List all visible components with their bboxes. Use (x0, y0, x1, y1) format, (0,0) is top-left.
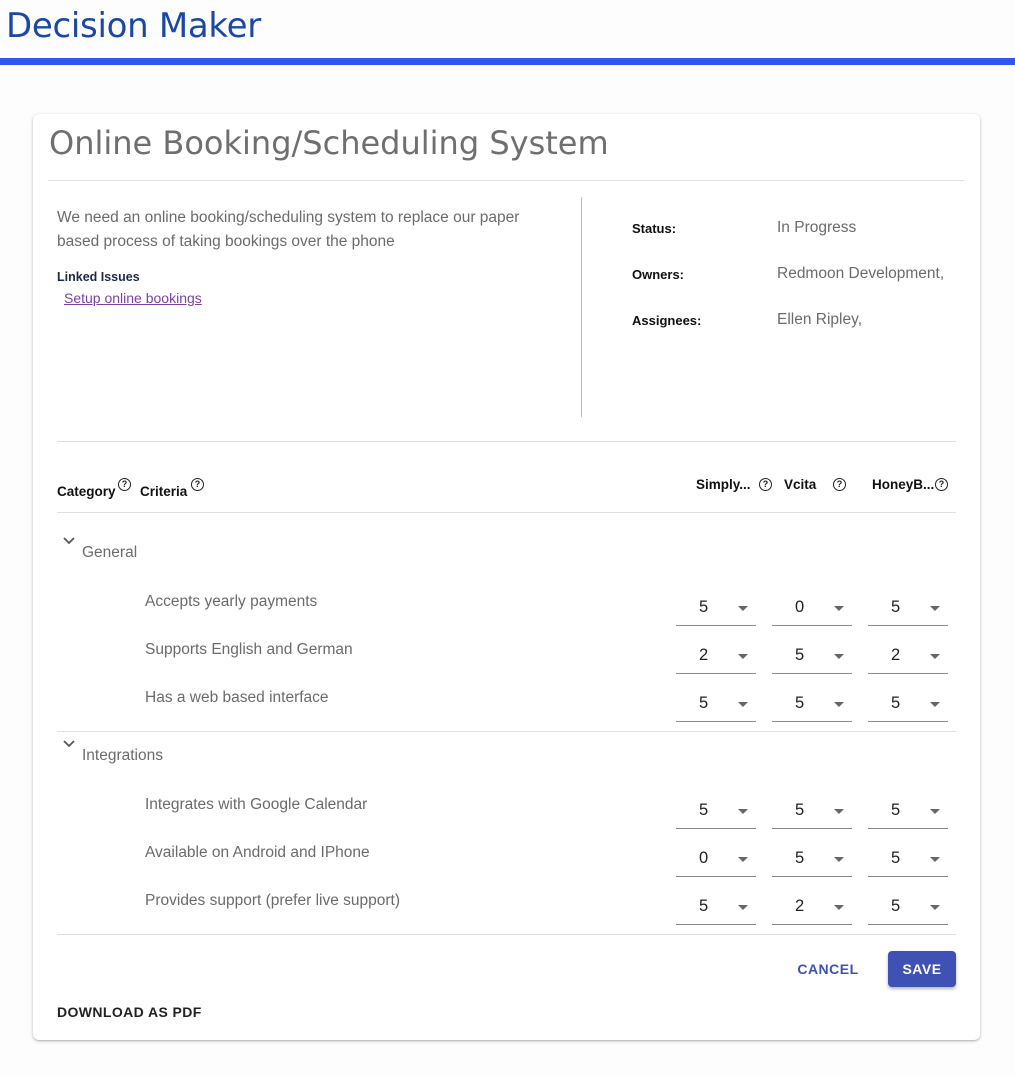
assignees-value: Ellen Ripley, (777, 311, 863, 328)
dropdown-arrow-icon (930, 857, 940, 862)
help-icon[interactable]: ? (935, 478, 948, 491)
help-icon[interactable]: ? (833, 478, 846, 491)
score-select[interactable] (772, 841, 852, 877)
dropdown-arrow-icon (930, 702, 940, 707)
owners-value: Redmoon Development, (777, 265, 945, 282)
decision-description: We need an online booking/scheduling system to replace our paper based process of taking bookings over the phone (57, 209, 520, 250)
score-value: 2 (699, 646, 709, 664)
dropdown-arrow-icon (738, 654, 748, 659)
cancel-button[interactable]: CANCEL (797, 961, 859, 977)
score-select[interactable] (772, 686, 852, 722)
status-value: In Progress (777, 219, 857, 236)
score-value: 0 (699, 849, 709, 867)
score-value: 5 (699, 897, 709, 915)
chevron-down-icon[interactable] (61, 736, 77, 752)
score-value: 5 (891, 694, 901, 712)
decision-title: Online Booking/Scheduling System (49, 124, 609, 162)
score-value: 5 (891, 849, 901, 867)
score-value: 5 (891, 598, 901, 616)
score-select[interactable] (868, 841, 948, 877)
criterion-label: Provides support (prefer live support) (145, 892, 401, 909)
header-divider (57, 512, 956, 513)
score-select[interactable] (772, 889, 852, 925)
criterion-label: Supports English and German (145, 641, 353, 658)
criteria-header: Criteria (140, 484, 188, 499)
dropdown-arrow-icon (930, 809, 940, 814)
dropdown-arrow-icon (834, 702, 844, 707)
dropdown-arrow-icon (834, 905, 844, 910)
help-icon[interactable]: ? (118, 478, 131, 491)
criterion-label: Accepts yearly payments (145, 593, 318, 610)
score-value: 0 (795, 598, 805, 616)
score-value: 5 (891, 801, 901, 819)
section-divider (57, 441, 956, 442)
score-value: 5 (891, 897, 901, 915)
criterion-label: Has a web based interface (145, 689, 329, 706)
dropdown-arrow-icon (930, 905, 940, 910)
score-select[interactable] (772, 590, 852, 626)
score-select[interactable] (868, 889, 948, 925)
criterion-label: Available on Android and IPhone (145, 844, 370, 861)
app-title-underline (0, 58, 1015, 65)
chevron-down-icon[interactable] (61, 533, 77, 549)
option-header-vcita: Vcita (784, 477, 817, 492)
score-select[interactable] (868, 686, 948, 722)
assignees-label: Assignees: (632, 313, 702, 328)
status-label: Status: (632, 221, 677, 236)
dropdown-arrow-icon (738, 809, 748, 814)
score-select[interactable] (676, 590, 756, 626)
info-divider (581, 197, 582, 417)
score-value: 5 (699, 801, 709, 819)
score-value: 2 (795, 897, 805, 915)
dropdown-arrow-icon (738, 905, 748, 910)
save-button[interactable]: SAVE (888, 951, 956, 987)
score-select[interactable] (772, 638, 852, 674)
score-select[interactable] (868, 638, 948, 674)
score-select[interactable] (676, 686, 756, 722)
category-header: Category (57, 484, 116, 499)
score-value: 5 (699, 598, 709, 616)
app-title: Decision Maker (6, 6, 261, 46)
score-value: 5 (795, 801, 805, 819)
linked-issues-heading: Linked Issues (57, 270, 140, 284)
dropdown-arrow-icon (930, 606, 940, 611)
dropdown-arrow-icon (738, 606, 748, 611)
dropdown-arrow-icon (834, 857, 844, 862)
dropdown-arrow-icon (834, 654, 844, 659)
dropdown-arrow-icon (738, 702, 748, 707)
score-value: 2 (891, 646, 901, 664)
score-value: 5 (699, 694, 709, 712)
score-value: 5 (795, 849, 805, 867)
score-select[interactable] (676, 638, 756, 674)
criterion-label: Integrates with Google Calendar (145, 796, 368, 813)
score-value: 5 (795, 694, 805, 712)
score-select[interactable] (676, 841, 756, 877)
decision-card (33, 114, 980, 1040)
owners-label: Owners: (632, 267, 685, 282)
score-select[interactable] (868, 590, 948, 626)
dropdown-arrow-icon (738, 857, 748, 862)
dropdown-arrow-icon (834, 809, 844, 814)
dropdown-arrow-icon (930, 654, 940, 659)
score-select[interactable] (676, 793, 756, 829)
category-general[interactable]: General (82, 544, 138, 561)
download-pdf-button[interactable]: DOWNLOAD AS PDF (57, 1004, 202, 1020)
help-icon[interactable]: ? (191, 478, 204, 491)
score-select[interactable] (868, 793, 948, 829)
score-select[interactable] (772, 793, 852, 829)
category-divider (57, 731, 956, 732)
score-select[interactable] (676, 889, 756, 925)
option-header-simply: Simply... (696, 477, 751, 492)
table-footer-divider (57, 934, 956, 935)
category-integrations[interactable]: Integrations (82, 747, 163, 764)
option-header-honeyb: HoneyB... (872, 477, 935, 492)
title-divider (48, 180, 964, 181)
help-icon[interactable]: ? (759, 478, 772, 491)
score-value: 5 (795, 646, 805, 664)
dropdown-arrow-icon (834, 606, 844, 611)
linked-issue-link[interactable]: Setup online bookings (64, 290, 202, 306)
